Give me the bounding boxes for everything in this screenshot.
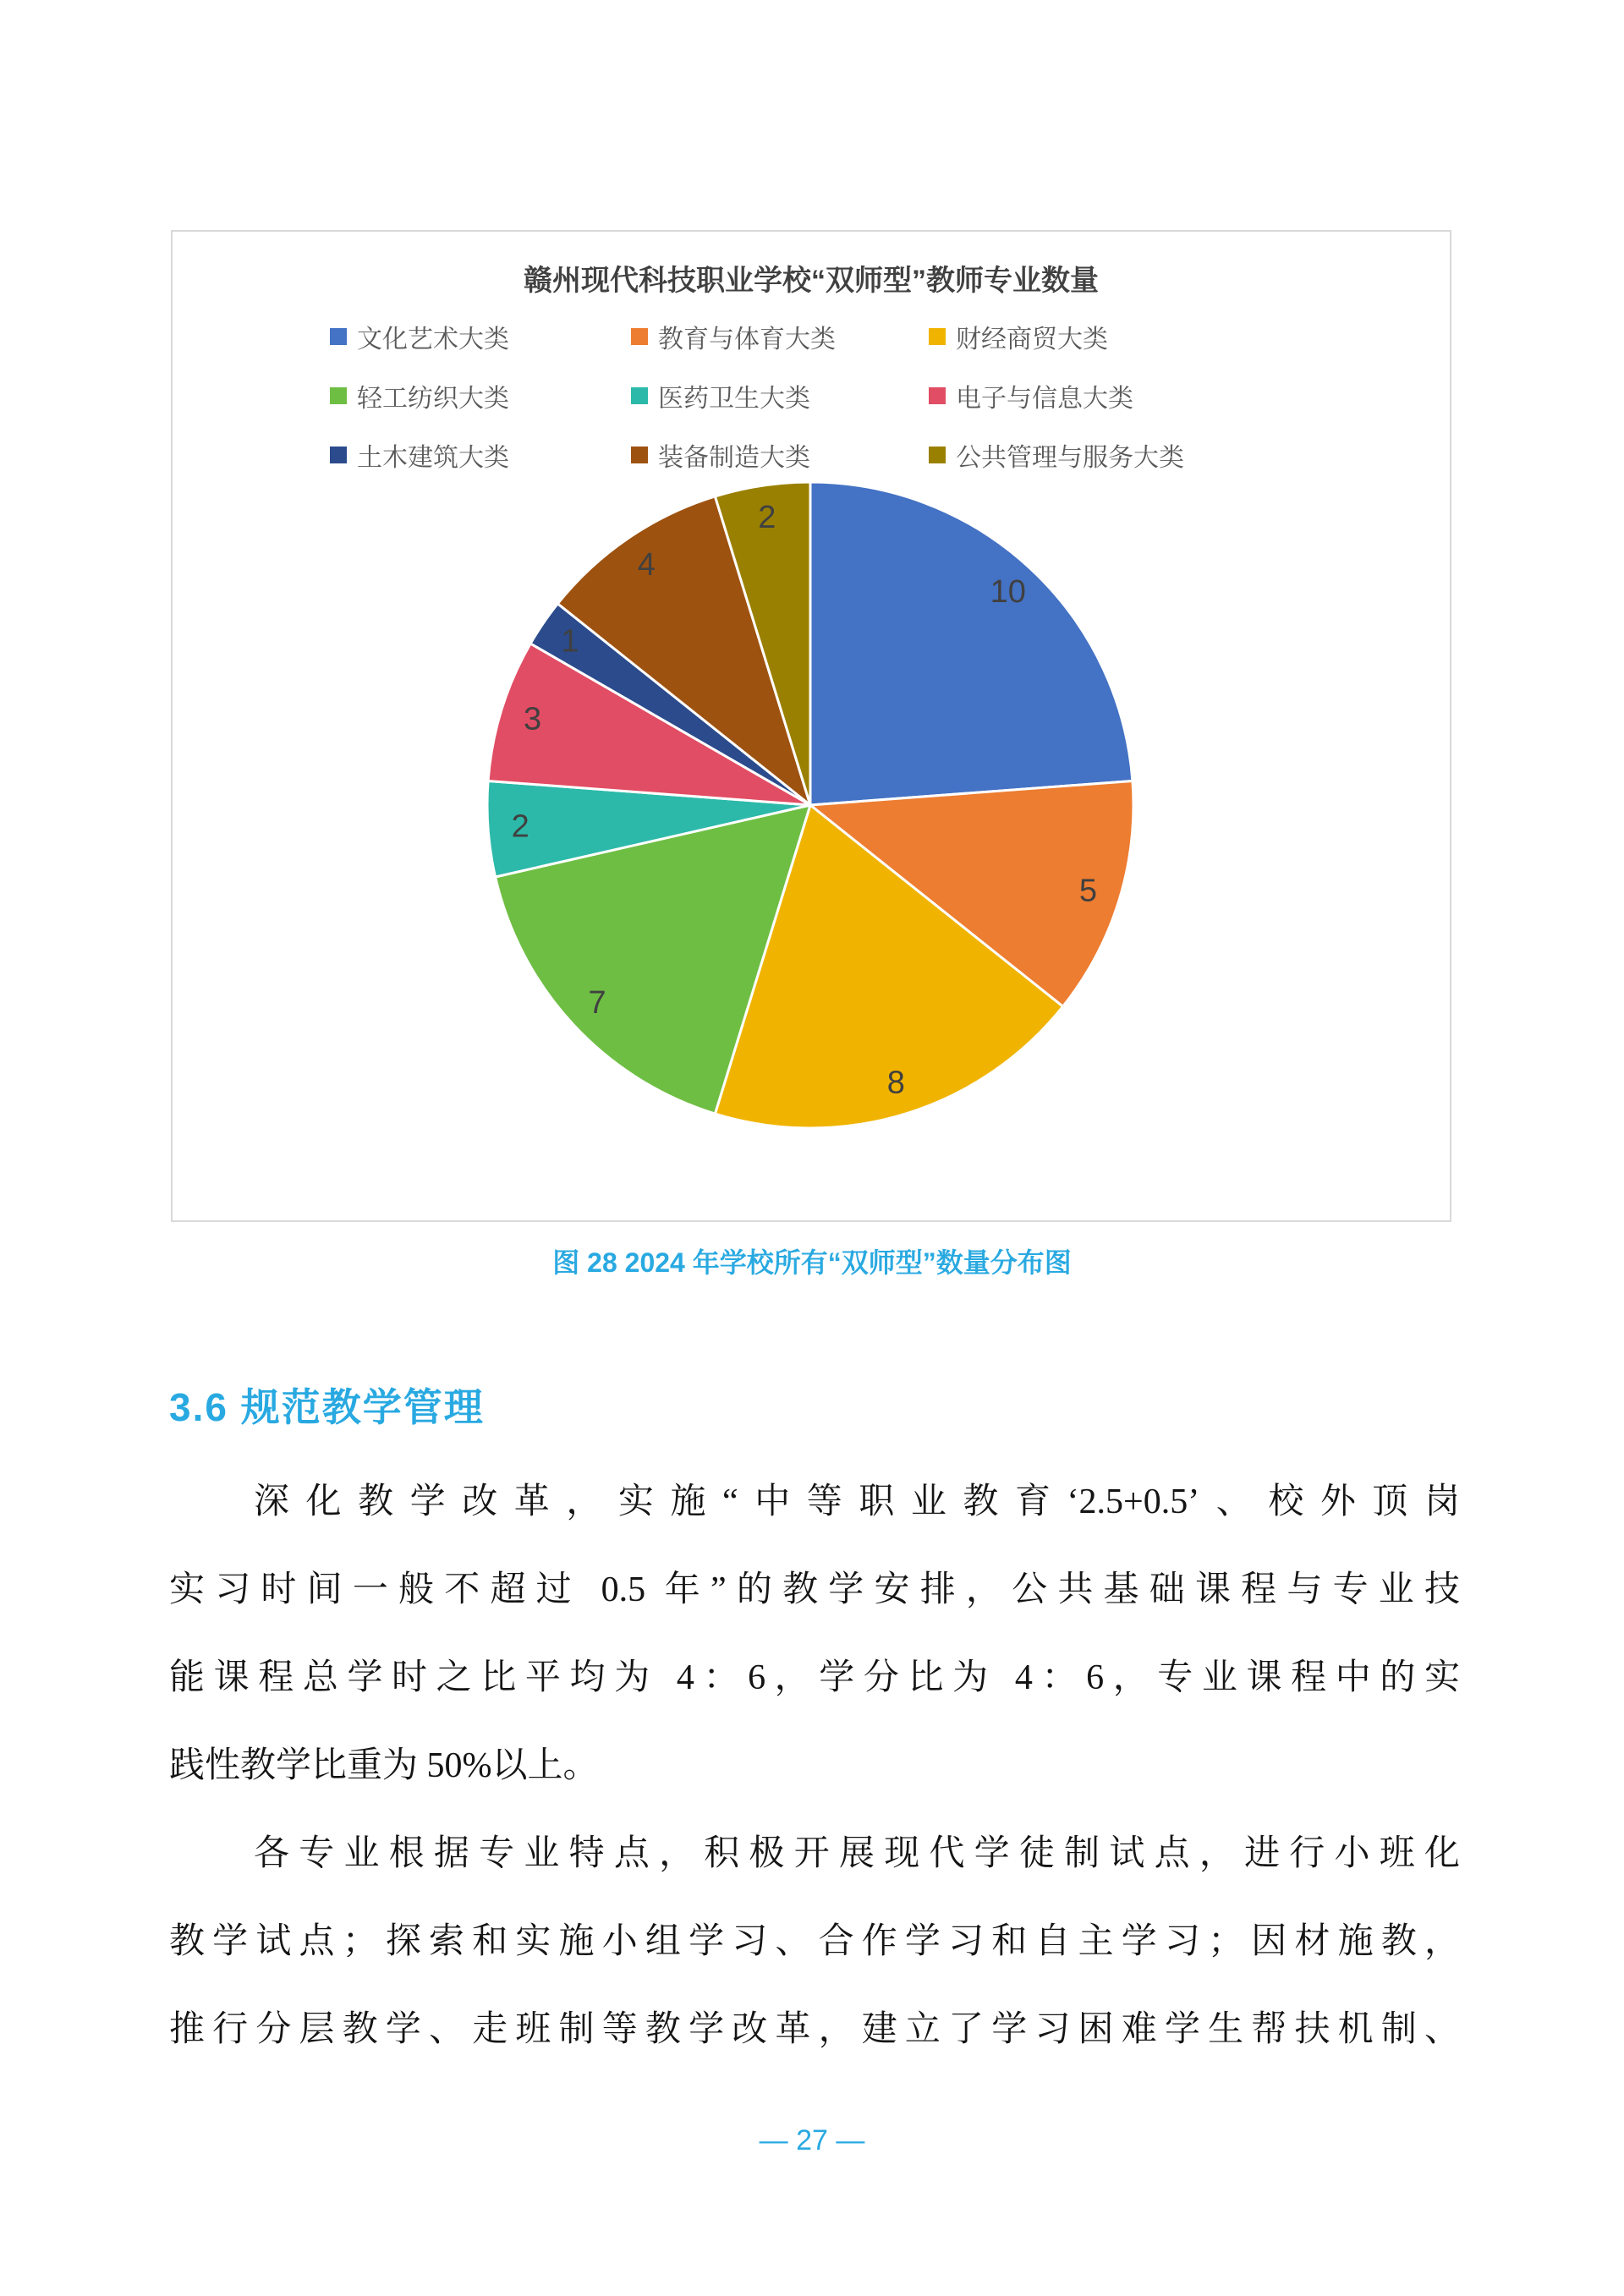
pie-data-label: 5 — [1078, 873, 1098, 909]
legend-swatch-icon — [330, 387, 347, 404]
paragraph-line: 深化教学改革，实施“中等职业教育‘2.5+0.5’、校外顶岗 — [254, 1482, 1460, 1521]
legend-item — [631, 377, 929, 414]
legend-item — [330, 318, 631, 355]
paragraph-line: 能课程总学时之比平均为 4：6，学分比为 4：6，专业课程中的实 — [169, 1658, 1460, 1697]
paragraph-line: 推行分层教学、走班制等教学改革，建立了学习困难学生帮扶机制、 — [169, 2010, 1460, 2049]
body-text — [169, 1458, 1460, 2074]
legend-swatch-icon — [330, 447, 347, 463]
pie-data-label: 2 — [511, 808, 529, 845]
page-number: — 27 — — [759, 2124, 865, 2156]
legend-item — [929, 377, 1184, 414]
paragraph-line: 践性教学比重为 50%以上。 — [169, 1746, 599, 1785]
figure-caption: 图 28 2024 年学校所有“双师型”数量分布图 — [552, 1247, 1072, 1278]
legend-label: 医药卫生大类 — [658, 385, 810, 413]
pie-data-label: 3 — [523, 701, 542, 737]
legend-item — [929, 318, 1184, 355]
pie-data-label: 7 — [588, 984, 606, 1021]
legend-swatch-icon — [631, 387, 648, 404]
legend-label: 轻工纺织大类 — [357, 385, 509, 413]
chart-panel — [171, 230, 1451, 1222]
legend-swatch-icon — [330, 328, 347, 345]
paragraph-line: 教学试点；探索和实施小组学习、合作学习和自主学习；因材施教， — [169, 1922, 1460, 1961]
legend-label: 电子与信息大类 — [956, 385, 1133, 413]
chart-title: 赣州现代科技职业学校“双师型”教师专业数量 — [524, 265, 1099, 297]
paragraph-line: 各专业根据专业特点，积极开展现代学徒制试点，进行小班化 — [254, 1834, 1460, 1873]
legend-label: 财经商贸大类 — [956, 326, 1108, 353]
pie-chart — [472, 467, 1149, 1143]
legend-label: 教育与体育大类 — [658, 326, 836, 353]
legend-label: 土木建筑大类 — [357, 444, 509, 472]
pie-data-label: 1 — [561, 623, 579, 660]
legend-label: 公共管理与服务大类 — [956, 444, 1184, 472]
section-heading: 3.6 规范教学管理 — [169, 1385, 485, 1429]
pie-slice — [810, 482, 1133, 805]
legend-item — [330, 377, 631, 414]
legend-swatch-icon — [929, 447, 946, 463]
legend-label: 文化艺术大类 — [357, 326, 509, 353]
pie-data-label: 10 — [990, 574, 1026, 610]
paragraph-line: 实习时间一般不超过 0.5 年”的教学安排，公共基础课程与专业技 — [169, 1570, 1460, 1609]
pie-data-label: 4 — [637, 546, 656, 583]
pie-data-label: 2 — [758, 500, 776, 535]
legend-swatch-icon — [929, 328, 946, 345]
legend-swatch-icon — [929, 387, 946, 404]
pie-data-label: 8 — [886, 1065, 905, 1101]
chart-legend — [330, 318, 1184, 474]
legend-swatch-icon — [631, 328, 648, 345]
legend-label: 装备制造大类 — [658, 444, 810, 472]
legend-swatch-icon — [631, 447, 648, 463]
legend-item — [631, 318, 929, 355]
